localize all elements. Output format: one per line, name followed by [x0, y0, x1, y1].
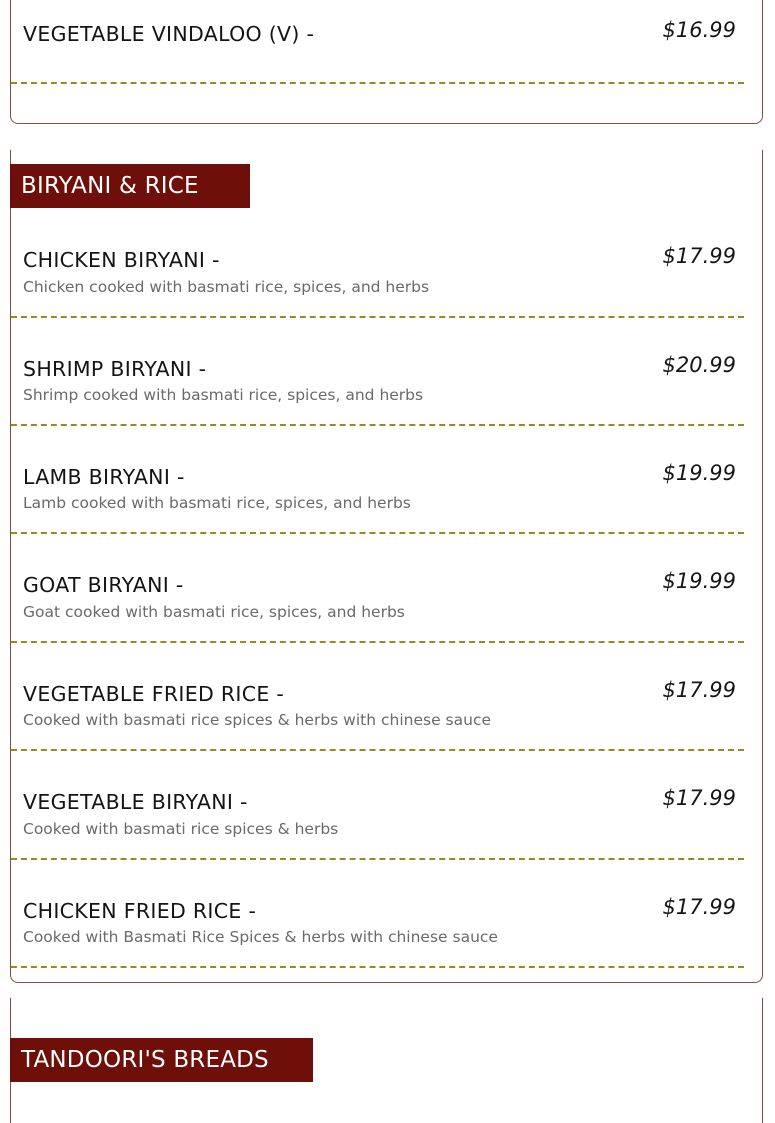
menu-item-name: VEGETABLE FRIED RICE - [23, 682, 285, 706]
menu-item-description: Goat cooked with basmati rice, spices, and herbs [23, 603, 405, 621]
menu-section-card-breads [10, 998, 763, 1123]
menu-item-price: $17.99 [662, 786, 736, 810]
menu-item-description: Cooked with basmati rice spices & herbs with chinese sauce [23, 711, 491, 729]
menu-item-price: $19.99 [662, 569, 736, 593]
menu-item-price: $17.99 [662, 678, 736, 702]
menu-item-price: $17.99 [662, 244, 736, 268]
menu-item-name: CHICKEN BIRYANI - [23, 248, 220, 272]
menu-item-description: Shrimp cooked with basmati rice, spices, and herbs [23, 386, 424, 404]
menu-item [11, 318, 744, 426]
menu-item-name: CHICKEN FRIED RICE - [23, 899, 257, 923]
menu-item [11, 0, 744, 84]
menu-item-price: $17.99 [662, 895, 736, 919]
menu-item [11, 534, 744, 643]
menu-item-name: VEGETABLE VINDALOO (V) - [23, 22, 315, 46]
menu-item-description: Cooked with basmati rice spices & herbs [23, 820, 339, 838]
menu-item [11, 426, 744, 534]
section-title: TANDOORI'S BREADS [10, 1038, 313, 1082]
menu-item-description: Chicken cooked with basmati rice, spices, and herbs [23, 278, 430, 296]
menu-item-price: $16.99 [662, 18, 736, 42]
section-title: BIRYANI & RICE [10, 164, 250, 208]
menu-item-description: Lamb cooked with basmati rice, spices, and herbs [23, 494, 411, 512]
menu-item [11, 210, 744, 318]
menu-item-name: SHRIMP BIRYANI - [23, 357, 207, 381]
menu-item [11, 860, 744, 968]
menu-item-price: $19.99 [662, 461, 736, 485]
menu-item-name: GOAT BIRYANI - [23, 573, 184, 597]
menu-item [11, 643, 744, 751]
menu-section-card-biryani [10, 150, 763, 983]
menu-item [11, 751, 744, 860]
menu-item-name: VEGETABLE BIRYANI - [23, 790, 248, 814]
menu-item-description: Cooked with Basmati Rice Spices & herbs with chinese sauce [23, 928, 498, 946]
menu-section-card-top [10, 0, 763, 124]
menu-item-price: $20.99 [662, 353, 736, 377]
menu-item-name: LAMB BIRYANI - [23, 465, 185, 489]
